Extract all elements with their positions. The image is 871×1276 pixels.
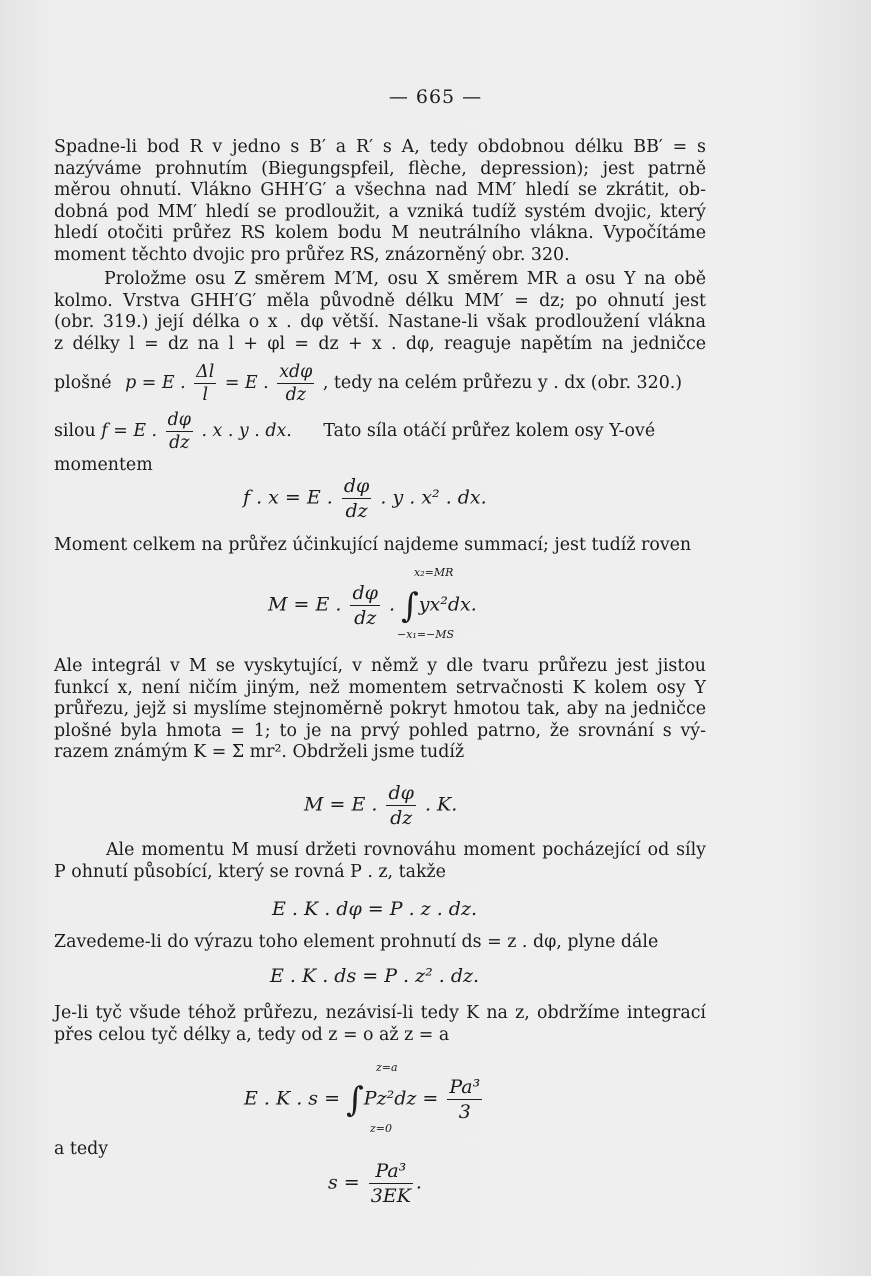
text-line: z délky l = dz na l + φl = dz + x . dφ, reaguje napětím na jedničce <box>54 333 706 354</box>
text-line: moment těchto dvojic pro průřez RS, znázorněný obr. 320. <box>54 244 570 265</box>
integral-upper-limit: x₂=MR <box>414 566 454 579</box>
paragraph-equilibrium <box>54 840 706 883</box>
text-line: kolmo. Vrstva GHH′G′ měla původně délku MM′ = dz; po ohnutí jest <box>54 290 706 311</box>
text-line: nazýváme prohnutím (Biegungspfeil, flèche, depression); jest patrně <box>54 158 706 179</box>
equation-total-moment: M = E . $\frac{d\varphi}{dz}$ . ∫yx²dx. <box>268 582 477 629</box>
text-line: dobná pod MM′ hledí se prodloužit, a vzniká tudíž systém dvojic, který <box>54 201 706 222</box>
text-line: Ale integrál v M se vyskytující, v němž y dle tvaru průřezu jest jistou <box>54 656 706 676</box>
equation-moment-k: M = E . $\frac{d\varphi}{dz}$ . K. <box>304 782 458 829</box>
integral-lower-limit: z=0 <box>370 1122 393 1135</box>
fraction-dl-l: $\frac{\Delta l}{l}$ <box>196 362 215 405</box>
equation-ekds: E . K . ds = P . z² . dz. <box>270 965 480 987</box>
equation-deflection-result: s = $\frac{\text{Pa³}}{3EK}$ . <box>328 1160 422 1207</box>
text-line: hledí otočiti průřez RS kolem bodu M neutrálního vlákna. Vypočítáme <box>54 223 706 244</box>
fraction-xdphi-dz: $\frac{\text{xdφ}}{dz}$ <box>279 362 313 405</box>
integral-lower-limit: −x₁=−MS <box>397 628 455 641</box>
text-line: Spadne-li bod R v jedno s B′ a R′ s A, tedy obdobnou délku BB′ = s <box>54 137 706 157</box>
text-line: Je-li tyč všude téhož průřezu, nezávisí-li tedy K na z, obdržíme integrací <box>54 1003 706 1023</box>
line-summation: Moment celkem na průřez účinkující najdeme summací; jest tudíž roven <box>54 535 692 555</box>
text-line: přes celou tyč délky a, tedy od z = o až z = a <box>54 1024 450 1045</box>
text-line: P ohnutí působící, který se rovná P . z, takže <box>54 861 446 882</box>
line-momentem: momentem <box>54 455 153 475</box>
line-a-tedy: a tedy <box>54 1139 109 1159</box>
integral-upper-limit: z=a <box>376 1061 398 1074</box>
text-line: Proložme osu Z směrem M′M, osu X směrem MR a osu Y na obě <box>104 269 706 289</box>
text-line: plošné byla hmota = 1; to je na prvý pohled patrno, že srovnání s vý- <box>54 720 706 741</box>
text-line: průřezu, jejž si myslíme stejnoměrně pokryt hmotou tak, aby na jedničce <box>54 699 706 720</box>
text-line: razem známým K = Σ mr². Obdrželi jsme tudíž <box>54 742 465 763</box>
integral-sign: ∫ <box>401 585 419 626</box>
line-stress: plošné p = E . $\frac{\Delta l}{l}$ = E . $\frac{\text{xdφ}}{dz}$ , tedy na celém průřezu y . dx (obr. 320.) <box>54 362 683 405</box>
text-line: měrou ohnutí. Vlákno GHH′G′ a všechna nad MM′ hledí se zkrátit, ob- <box>54 180 706 201</box>
equation-integral-s: E . K . s = ∫Pz²dz = $\frac{\text{Pa³}}{3}$ <box>244 1076 481 1123</box>
paragraph-sag-definition <box>54 137 706 267</box>
line-deflection-element: Zavedeme-li do výrazu toho element prohnutí ds = z . dφ, plyne dále <box>54 932 659 952</box>
text-line: funkcí x, není ničím jiným, než momentem setrvačnosti K kolem osy Y <box>54 677 706 698</box>
text-line: Ale momentu M musí držeti rovnováhu moment pocházející od síly <box>106 840 706 860</box>
paragraph-axes <box>54 269 706 355</box>
integral-sign: ∫ <box>346 1079 364 1120</box>
equation-moment-element: f . x = E . $\frac{d\varphi}{dz}$ . y . x² . dx. <box>243 475 487 522</box>
equation-ekdphi: E . K . dφ = P . z . dz. <box>272 898 478 920</box>
paragraph-integration <box>54 1003 706 1046</box>
line-force: silou f = E . $\frac{d\varphi}{dz}$ . x . y . dx. Tato síla otáčí průřez kolem osy Y-ové <box>54 410 656 453</box>
text-line: (obr. 319.) její délka o x . dφ větší. Nastane-li však prodloužení vlákna <box>54 312 706 333</box>
paragraph-moment-of-inertia <box>54 656 706 764</box>
page-number: — 665 — <box>388 86 483 108</box>
fraction-dphi-dz: $\frac{d\varphi}{dz}$ <box>167 410 191 453</box>
